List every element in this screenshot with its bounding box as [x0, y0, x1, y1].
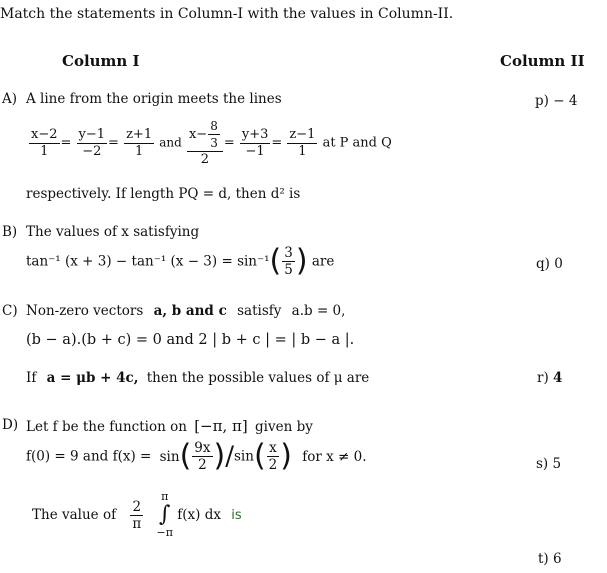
- page-heading: Match the statements in Column-I with the values in Column-II.: [0, 6, 454, 22]
- statement-d-line3: The value of $\frac{2}{\pi}$ π ∫ −π f(x) dx is: [32, 490, 242, 539]
- column-1-title: Column I: [62, 52, 140, 70]
- fraction-6: $\frac{z-1}{1}$: [289, 126, 316, 159]
- answer-r: r) 4: [537, 370, 563, 386]
- answer-q: q) 0: [536, 256, 563, 272]
- statement-c-line2: (b − a).(b + c) = 0 and 2 | b + c | = | b − a |.: [26, 332, 355, 348]
- statement-b-label: B): [2, 224, 18, 240]
- statement-d-label: D): [2, 417, 19, 433]
- integral-limits: π ∫ −π: [156, 490, 173, 539]
- fraction-3-5: $\frac{3}{5}$: [284, 245, 293, 278]
- statement-a-line3: respectively. If length PQ = d, then d² is: [26, 186, 301, 202]
- statement-d-line2: f(0) = 9 and f(x) = sin( $\frac{9x}{2}$ )/sin( $\frac{x}{2}$ ) for x ≠ 0.: [26, 438, 367, 474]
- statement-a-intro: A line from the origin meets the lines: [26, 91, 282, 107]
- answer-s: s) 5: [536, 456, 562, 472]
- statement-a-equations: $\frac{x-2}{1}$ = $\frac{y-1}{-2}$ = $\frac{z+1}{1}$ and x− $\frac{8}{3}$ 2 = $\frac{y+3}{-1}$ = $\frac{z-1}{1}$ at P and Q: [31, 119, 392, 167]
- fraction-3: $\frac{z+1}{1}$: [126, 126, 153, 159]
- statement-b-expression: tan⁻¹ (x + 3) − tan⁻¹ (x − 3) = sin⁻¹( $\frac{3}{5}$ ) are: [26, 243, 335, 279]
- and-word: and: [159, 135, 182, 150]
- statement-d-line1: Let f be the function on [−π, π] given by: [26, 417, 313, 435]
- statement-a-label: A): [2, 91, 18, 107]
- statement-b-intro: The values of x satisfying: [26, 224, 200, 240]
- answer-p: p) − 4: [535, 93, 578, 109]
- statement-a-tail: at P and Q: [322, 135, 392, 151]
- answer-t: t) 6: [538, 551, 562, 567]
- fraction-2-pi: $\frac{2}{\pi}$: [132, 498, 142, 532]
- statement-c-line1: Non-zero vectors a, b and c satisfy a.b = 0,: [26, 303, 346, 319]
- fraction-9x-2: $\frac{9x}{2}$: [194, 440, 211, 473]
- fraction-4: x− $\frac{8}{3}$ 2: [187, 118, 223, 168]
- fraction-x-2: $\frac{x}{2}$: [268, 440, 278, 473]
- fraction-2: $\frac{y-1}{-2}$: [78, 126, 106, 159]
- statement-c-line3: If a = μb + 4c, then the possible values of μ are: [26, 370, 370, 386]
- statement-c-label: C): [2, 303, 18, 319]
- column-2-title: Column II: [500, 52, 585, 70]
- fraction-5: $\frac{y+3}{-1}$: [241, 126, 269, 159]
- fraction-1: $\frac{x-2}{1}$: [31, 126, 58, 159]
